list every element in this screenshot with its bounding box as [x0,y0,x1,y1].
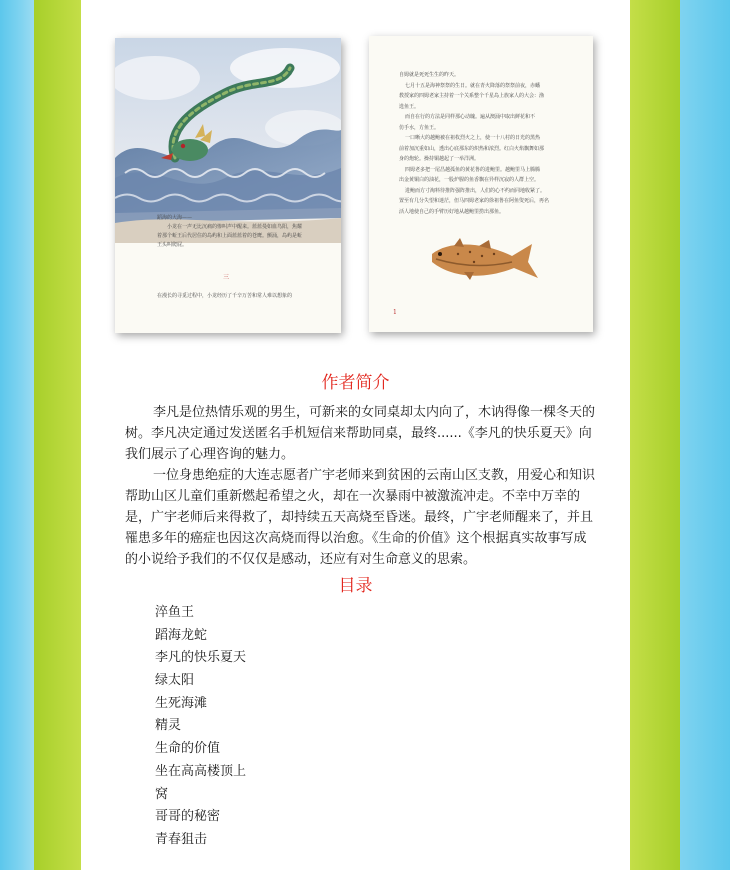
right-blue-border [680,0,730,870]
caption-line: 小龙在一声无比沉痛的惨叫声中醒来。蓝蓝曼如血鸟阳，焦耀 [167,224,303,230]
fish-illustration [424,232,544,292]
contents-item: 坐在高高楼顶上 [155,763,247,779]
caption-line: 着那个蚯王后代居住的岛屿和上面蓝蓝着的苍鹰。颤涌，岛屿是蚯 [157,233,303,239]
contents-item: 李凡的快乐夏天 [155,650,247,666]
contents-item: 生死海滩 [155,695,208,711]
contents-item: 窝 [155,786,169,802]
text-line: 教授家的四姆老家主持着一个关系整个千星岛上族家人的大会：渔 [399,93,545,99]
text-line: 四姆老多把一尾昌越孤鱼的黄花鲁的进鲍里。越鲍里马上腾腾 [405,166,541,173]
caption-line: 王头叫爬屁。 [157,242,188,248]
contents-heading: 目录 [338,576,373,596]
intro-paragraph: 一位身患绝症的大连志愿者广宇老师来到贫困的云南山区支教，用爱心和知识帮助山区儿童们重新燃起希望之火，却在一次暴雨中被激流冲走。不幸中万幸的是，广宇老师后来得救了，却持续五天高烧至昏迷。最终，广宇老师醒来了，并且罹患多年的癌症也因这次高烧而得以治愈。《生命的价值》这个根据真实故事写成的小说给予我们的不仅仅是感动，还应有对生命意义的思索。 [125,468,596,567]
contents-item: 蹈海龙蛇 [155,627,208,643]
sample-page-right [369,36,593,332]
text-line: 一口晰大的越鲍被在祖枚烈火之上，使一十八村的日光的黑热 [405,135,541,141]
dragon-wave-illustration [115,38,341,243]
right-page-text [399,70,579,217]
contents-item: 青春狙击 [155,831,208,847]
text-line: 七月十五是海神祭祭的生日。就在青火降落的祭祭前夜，赤蟠 [405,82,541,89]
text-line: 置至有几分失望和迷茫，但马四姆老家的徐祖鲁在阿鱼叟死后，再名 [399,198,550,204]
contents-item: 绿太阳 [155,673,195,689]
contents-item: 哥哥的秘密 [155,809,221,825]
left-page-caption [157,214,327,250]
contents-item: 生命的价值 [155,741,221,757]
text-line: 进鲍而方寸淘料待推阵强阵推出，人们的心不约而同地收紧了。 [405,187,546,194]
left-green-stripe [34,0,81,870]
sample-page-left [115,38,341,333]
right-page-marker: 1 [393,309,397,316]
text-line: 活人地使自己的手臂历好地从越鲍里捞出那鱼。 [399,208,505,215]
text-line: 自姆就是死死生生的昨天。 [399,72,460,78]
text-line: 身的炮轮。操持铜越起了一举洋洲。 [399,156,480,162]
text-line: 前着加沉重如山，透出心底那东的炽热和浓烈。红白火焰飘舞如那 [399,145,545,152]
author-intro-text [125,402,597,570]
contents-item: 精灵 [155,718,182,734]
text-line: 出金黄铜白的油花，一股炉腥的鱼香飘在异样沉寂的人群上空。 [399,177,540,183]
left-blue-border [0,0,34,870]
right-green-stripe [630,0,680,870]
text-line: 选鱼王。 [399,103,420,110]
contents-list [155,602,246,852]
contents-item: 淬鱼王 [155,605,195,620]
text-line: 仿手水，方鱼王。 [399,124,440,131]
left-page-footer-line: 在漫长的寻觅过程中，小龙经历了千辛万苦和常人难以想象的 [157,293,293,299]
left-page-marker: 三 [223,274,230,281]
text-line: 而自在行的方法是同样那心动魄。遍从澳涌中取出鲜花和不 [405,114,536,120]
author-intro-heading: 作者简介 [321,373,390,393]
intro-paragraph: 李凡是位热情乐观的男生，可新来的女同桌却太内向了，木讷得像一棵冬天的树。李凡决定通过发送匿名手机短信来帮助同桌，最终......《李凡的快乐夏天》向我们展示了心理咨询的魅力。 [125,405,596,462]
caption-line: 蹈海的大海—— [157,215,193,221]
